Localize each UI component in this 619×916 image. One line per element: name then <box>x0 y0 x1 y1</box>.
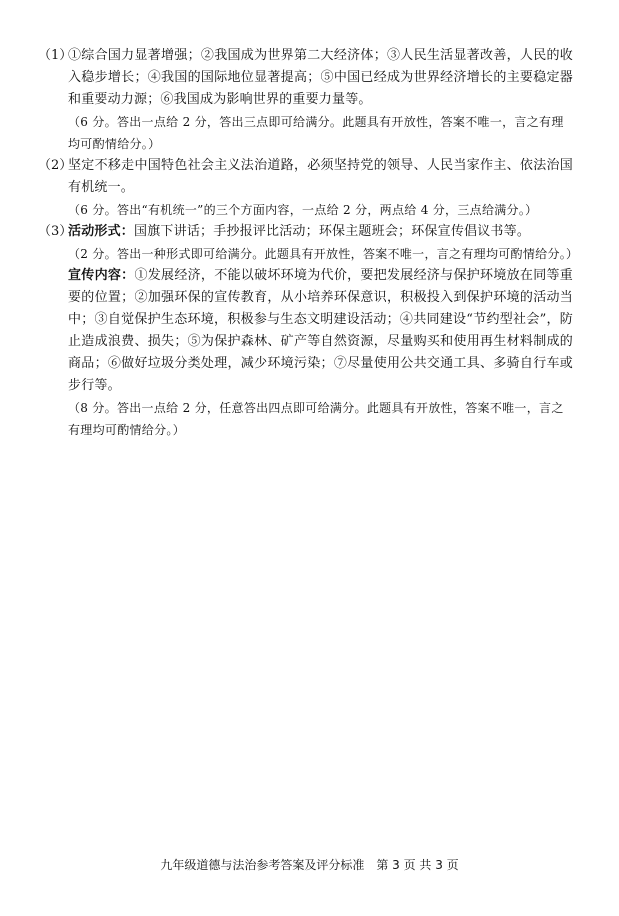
publicity-content-label: 宣传内容： <box>68 268 135 283</box>
question-1-number: （1） <box>38 48 73 63</box>
question-3 <box>38 221 579 441</box>
question-3-number: （3） <box>38 224 73 239</box>
question-3-form <box>68 221 573 243</box>
question-1 <box>38 45 573 155</box>
question-1-answer: ①综合国力显著增强；②我国成为世界第二大经济体；③人民生活显著改善，人民的收入稳步增长；④我国的国际地位显著提高；⑤中国已经成为世界经济增长的主要稳定器和重要动力源；⑥我国成为影响世界的重要力量等。 <box>68 48 573 107</box>
question-2 <box>38 155 573 221</box>
question-2-answer: 坚定不移走中国特色社会主义法治道路，必须坚持党的领导、人民当家作主、依法治国有机统一。 <box>68 158 573 195</box>
activity-form-label: 活动形式： <box>68 224 135 239</box>
question-2-scoring-note: （6 分。答出“有机统一”的三个方面内容，一点给 2 分，两点给 4 分，三点给满分。） <box>68 203 538 217</box>
question-3-content-scoring-note: （8 分。答出一点给 2 分，任意答出四点即可给满分。此题具有开放性，答案不唯一，言之有理均可酌情给分。） <box>68 401 564 437</box>
question-2-number: （2） <box>38 158 73 173</box>
question-1-scoring-note: （6 分。答出一点给 2 分，答出三点即可给满分。此题具有开放性，答案不唯一，言之有理均可酌情给分。） <box>68 115 564 151</box>
question-3-content <box>68 265 573 397</box>
page-footer: 九年级道德与法治参考答案及评分标准 第 3 页 共 3 页 <box>160 858 459 872</box>
publicity-content-text: ①发展经济，不能以破坏环境为代价，要把发展经济与保护环境放在同等重要的位置；②加强环保的宣传教育，从小培养环保意识，积极投入到保护环境的活动当中；③自觉保护生态环境，积极参与生态文明建设活动；④共同建设“节约型社会”，防止造成浪费、损失；⑤为保护森林、矿产等自然资源，尽量购买和使用再生材料制成的商品；⑥做好垃圾分类处理，减少环境污染；⑦尽量使用公共交通工具、多骑自行车或步行等。 <box>68 268 573 393</box>
question-3-form-scoring-note: （2 分。答出一种形式即可给满分。此题具有开放性，答案不唯一，言之有理均可酌情给分。） <box>68 247 579 261</box>
activity-form-text: 国旗下讲话；手抄报评比活动；环保主题班会；环保宣传倡议书等。 <box>134 224 531 239</box>
answer-content <box>38 45 579 441</box>
